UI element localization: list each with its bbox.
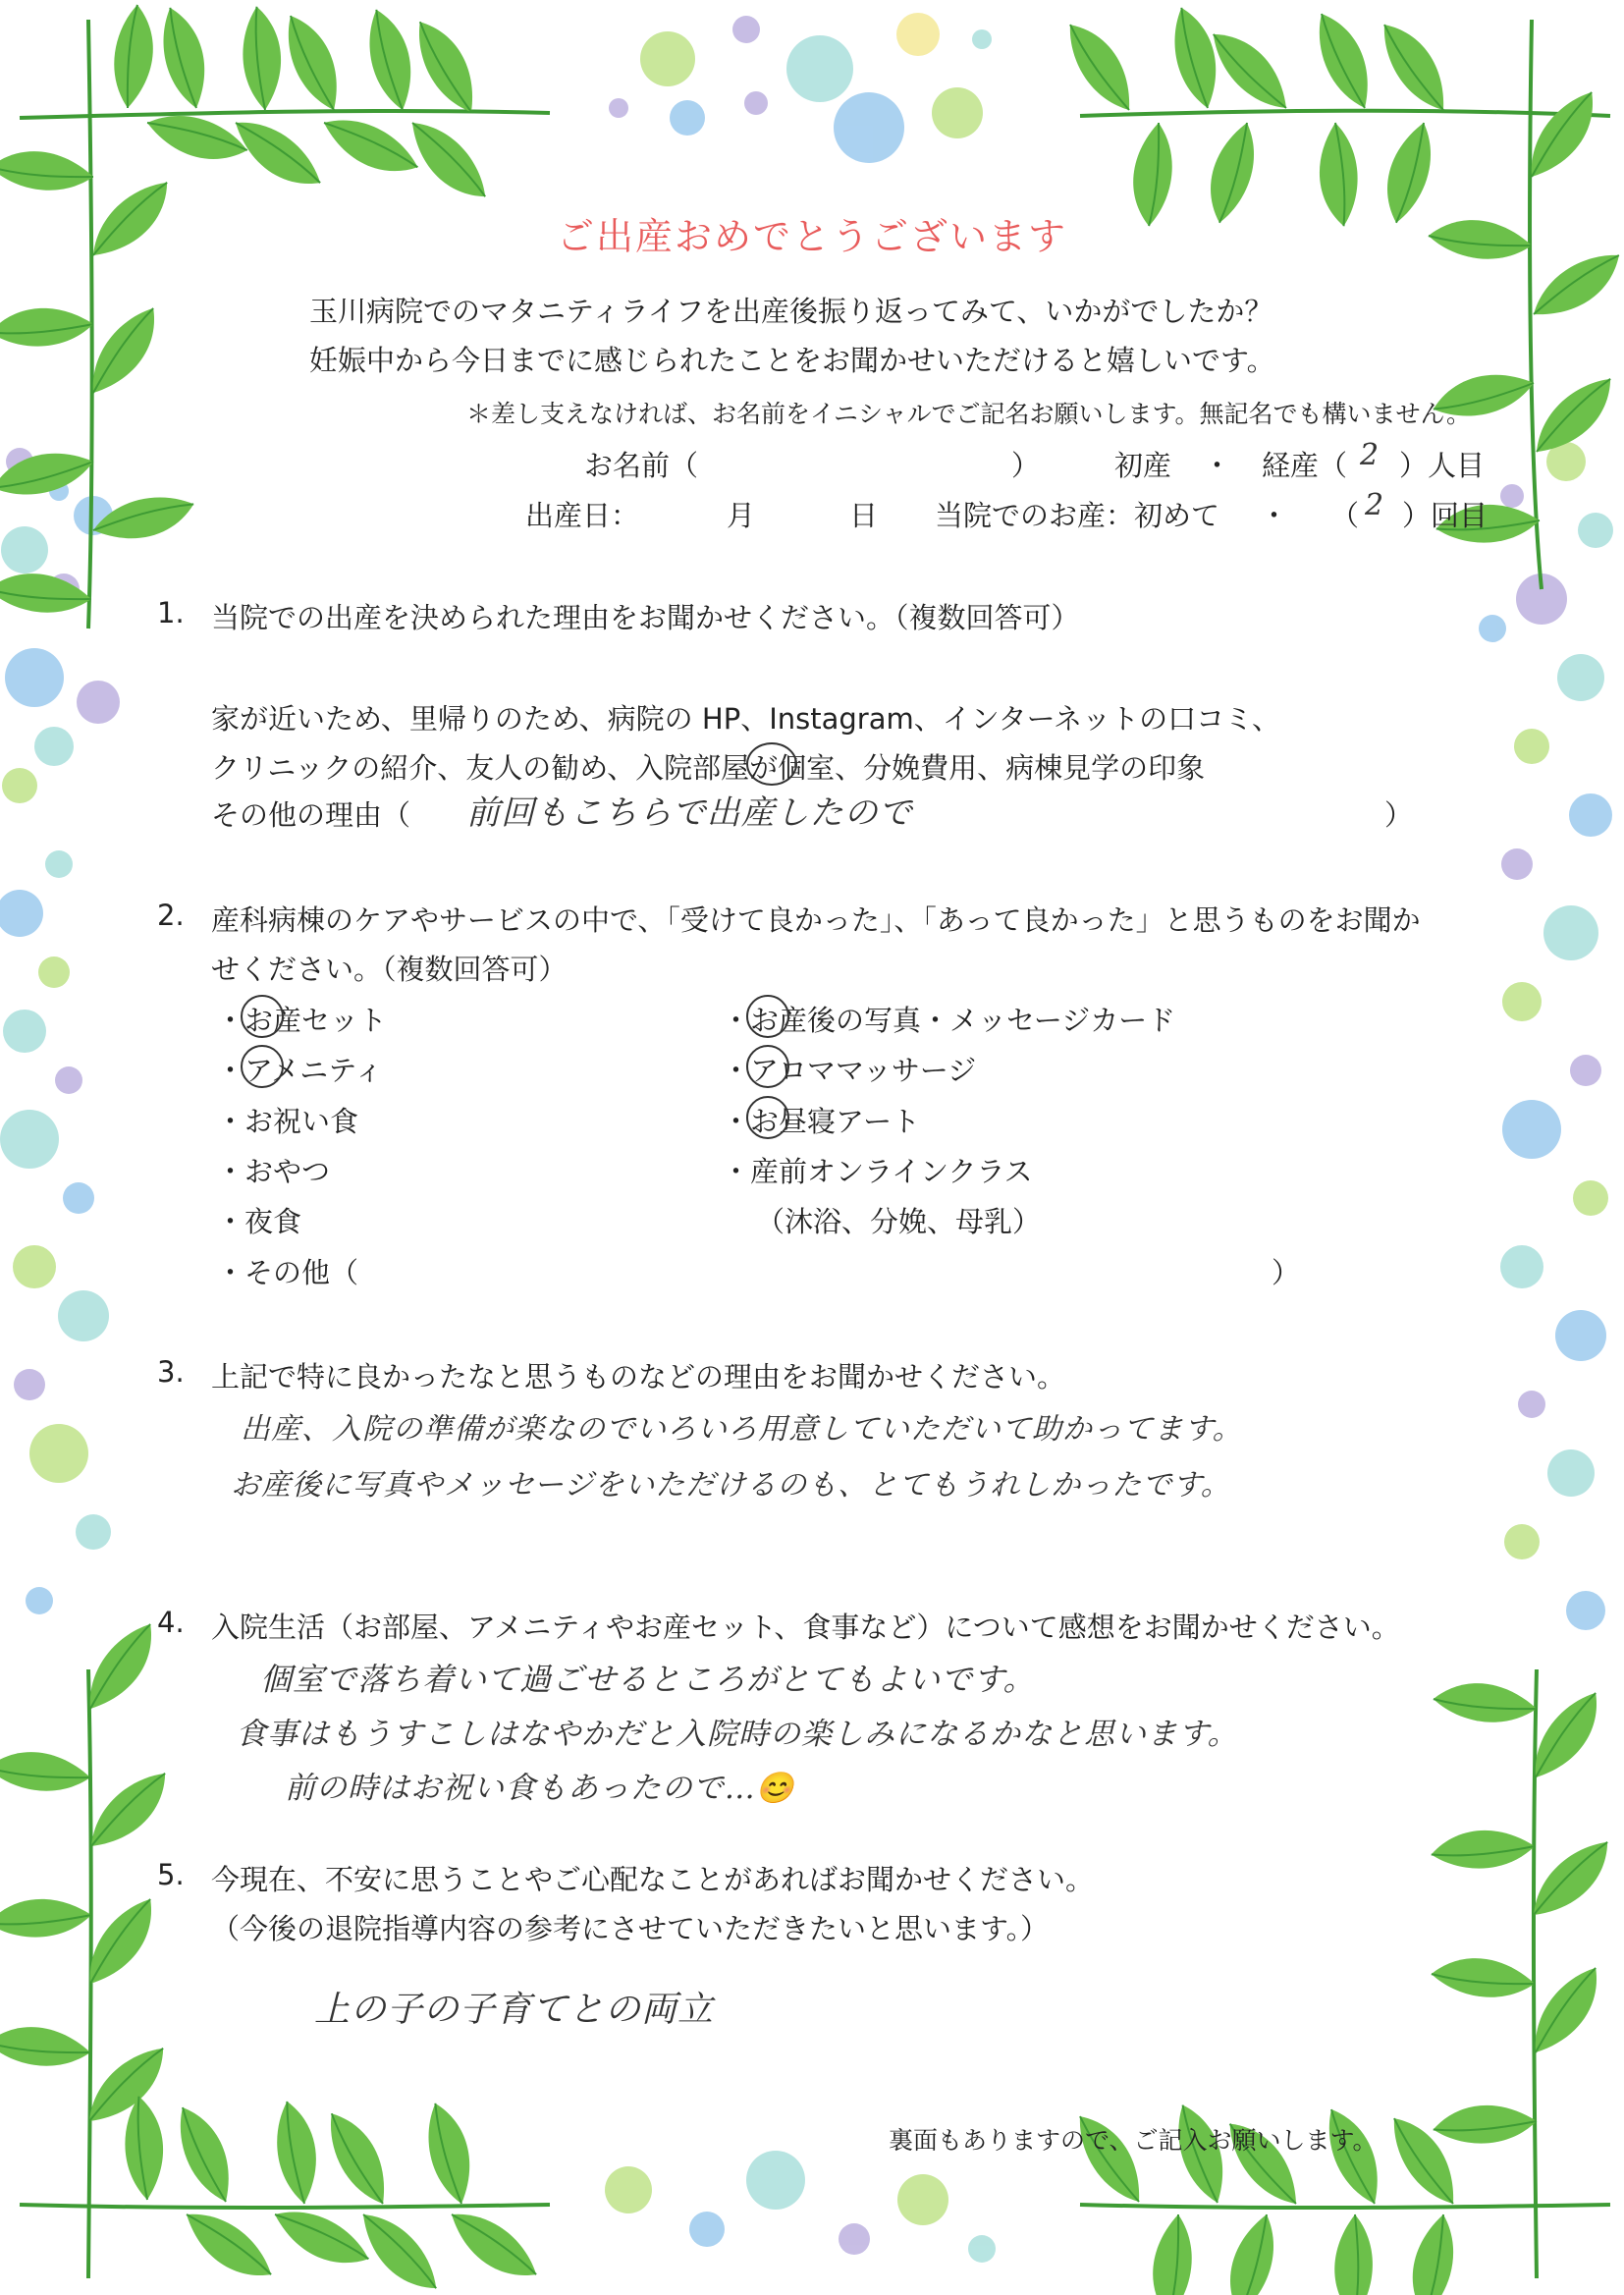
birthday-day: 日	[849, 499, 879, 532]
option-separator: ・	[1203, 449, 1232, 482]
q1-other-label: その他の理由（	[211, 798, 411, 832]
q4-number: 4.	[157, 1606, 185, 1639]
q2-option-amenity[interactable]: ・アメニティ	[216, 1054, 383, 1087]
multi-birth-option[interactable]: 経産（	[1262, 449, 1348, 482]
hospital-count-open: （	[1330, 499, 1360, 532]
multi-birth-suffix: ）人目	[1399, 449, 1486, 482]
q2-option-late-meal[interactable]: ・夜食	[216, 1205, 302, 1238]
q2-circle-osan-set	[241, 995, 284, 1038]
q1-question: 当院での出産を決められた理由をお聞かせください。（複数回答可）	[211, 601, 1080, 634]
q2-option-photo-card[interactable]: ・お産後の写真・メッセージカード	[722, 1004, 1176, 1037]
q2-question-line-2: せください。（複数回答可）	[211, 953, 568, 986]
q1-options-line-2: クリニックの紹介、友人の勧め、入院部屋が個室、分娩費用、病棟見学の印象	[211, 751, 1206, 785]
q2-option-nap-art[interactable]: ・お昼寝アート	[722, 1105, 921, 1138]
q2-circle-amenity	[241, 1045, 284, 1088]
multi-birth-count[interactable]: 2	[1360, 438, 1380, 472]
q1-selection-circle	[746, 742, 797, 786]
birthday-month: 月	[727, 499, 756, 532]
first-birth-option[interactable]: 初産	[1114, 449, 1172, 482]
intro-line-1: 玉川病院でのマタニティライフを出産後振り返ってみて、いかがでしたか？	[309, 295, 1273, 328]
q2-question-line-1: 産科病棟のケアやサービスの中で、「受けて良かった」、「あって良かった」と思うものをお聞か	[211, 903, 1421, 937]
name-close: ）	[1011, 449, 1041, 482]
anonymity-note: ＊差し支えなければ、お名前をイニシャルでご記名お願いします。無記名でも構いません。	[466, 400, 1472, 428]
q2-other-close: ）	[1272, 1256, 1301, 1289]
q4-question: 入院生活（お部屋、アメニティやお産セット、食事など）について感想をお聞かせください。	[211, 1611, 1400, 1644]
q4-answer-line-3[interactable]: 前の時はお祝い食もあったので…😊	[285, 1771, 795, 1806]
q1-answer[interactable]: 前回もこちらで出産したので	[466, 793, 913, 833]
hospital-first-label: 当院でのお産：初めて	[935, 499, 1220, 532]
name-label: お名前（	[584, 449, 699, 482]
q1-options-line-1: 家が近いため、里帰りのため、病院の HP、Instagram、インターネットの口コミ、	[211, 702, 1280, 736]
q2-option-celebration-meal[interactable]: ・お祝い食	[216, 1105, 359, 1138]
q1-number: 1.	[157, 596, 185, 629]
q4-answer-line-2[interactable]: 食事はもうすこしはなやかだと入院時の楽しみになるかなと思います。	[236, 1717, 1239, 1752]
q3-answer-line-2[interactable]: お産後に写真やメッセージをいただけるのも、とてもうれしかったです。	[231, 1468, 1231, 1503]
q3-number: 3.	[157, 1355, 185, 1389]
birthday-label: 出産日：	[525, 499, 640, 532]
q2-circle-photo-card	[746, 995, 789, 1038]
q2-circle-aroma	[746, 1045, 789, 1088]
q5-question-line-2: （今後の退院指導内容の参考にさせていただきたいと思います。）	[211, 1912, 1050, 1945]
q3-answer-line-1[interactable]: 出産、入院の準備が楽なのでいろいろ用意していただいて助かってます。	[241, 1412, 1243, 1447]
q2-option-aroma-massage[interactable]: ・アロママッサージ	[722, 1054, 977, 1087]
q2-number: 2.	[157, 899, 185, 932]
q3-question: 上記で特に良かったなと思うものなどの理由をお聞かせください。	[211, 1360, 1066, 1393]
q5-number: 5.	[157, 1858, 185, 1891]
q4-answer-line-1[interactable]: 個室で落ち着いて過ごせるところがとてもよいです。	[260, 1661, 1036, 1698]
intro-line-2: 妊娠中から今日までに感じられたことをお聞かせいただけると嬉しいです。	[309, 344, 1275, 377]
q1-other-close: ）	[1384, 798, 1414, 832]
q2-option-osan-set[interactable]: ・お産セット	[216, 1004, 388, 1037]
hospital-count[interactable]: 2	[1365, 488, 1385, 522]
option-separator-2: ・	[1260, 499, 1289, 532]
q5-answer[interactable]: 上の子の子育てとの両立	[314, 1990, 715, 2030]
q5-question-line-1: 今現在、不安に思うことやご心配なことがあればお聞かせください。	[211, 1863, 1095, 1896]
q2-online-class-detail: （沐浴、分娩、母乳）	[756, 1205, 1042, 1238]
footer-note: 裏面もありますので、ご記入お願いします。	[889, 2126, 1378, 2155]
vine-bottom-right	[1078, 1660, 1623, 2295]
q2-circle-nap-art	[746, 1096, 789, 1139]
q2-option-other[interactable]: ・その他（	[216, 1256, 359, 1289]
q2-option-online-class[interactable]: ・産前オンラインクラス	[722, 1155, 1033, 1188]
q2-option-snack[interactable]: ・おやつ	[216, 1155, 331, 1188]
page-title: ご出産おめでとうございます	[556, 215, 1067, 258]
hospital-count-suffix: ）回目	[1402, 499, 1489, 532]
